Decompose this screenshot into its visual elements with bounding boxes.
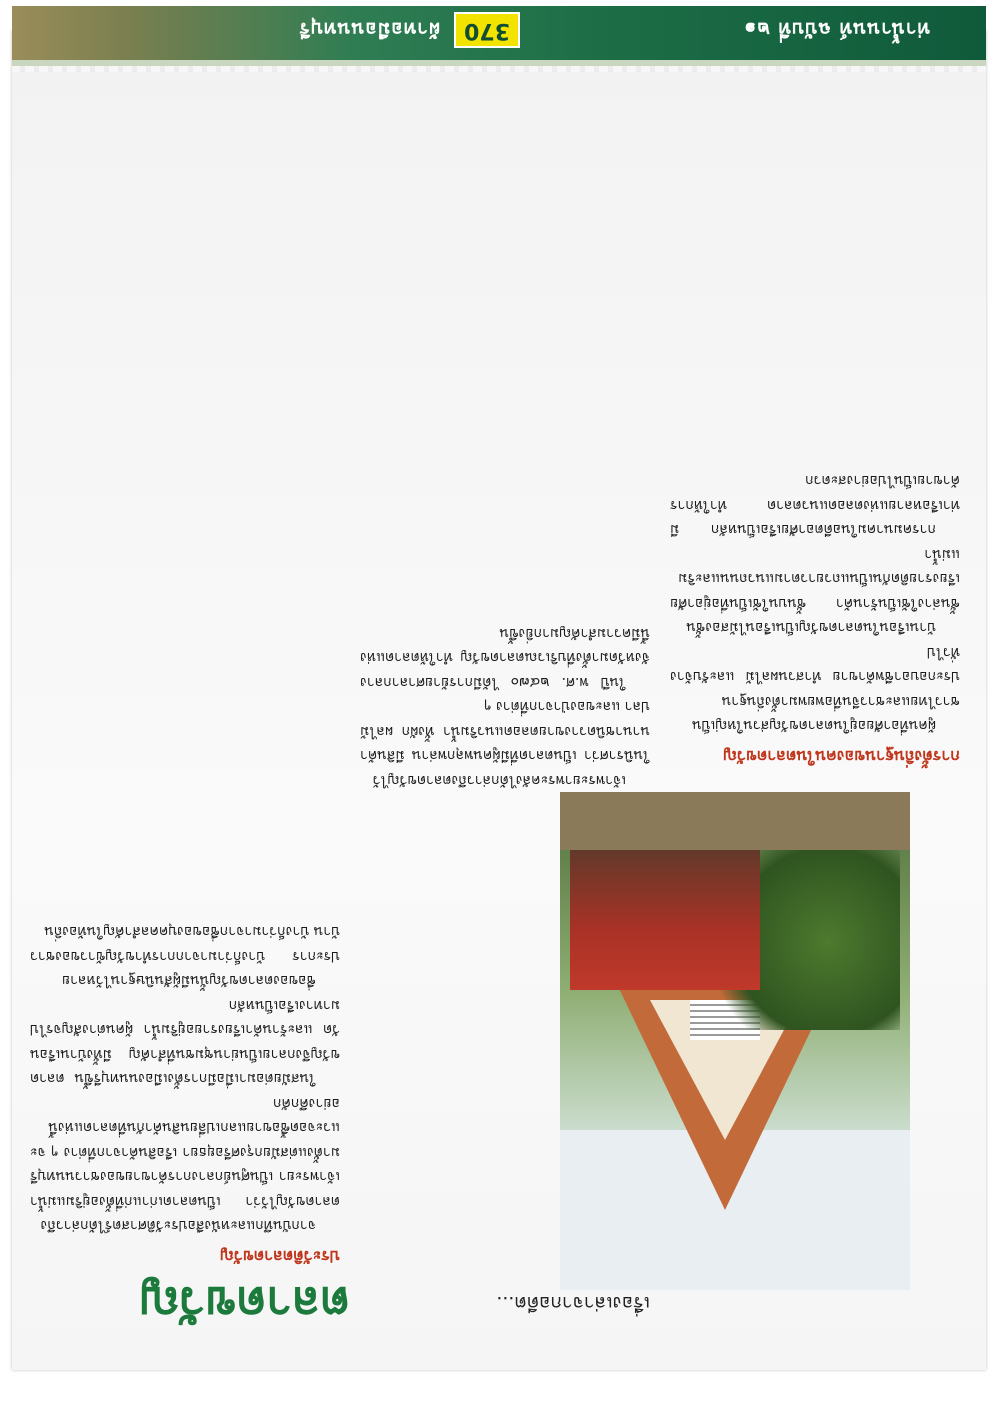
paragraph: บ้านเรือนในตลาดขวัญเป็นเรือนไม้สองชั้น ชั้นล่างใช้เป็นร้านค้า ชั้นบนใช้เป็นที่อยู่อาศัย เรียงรายติดกันเป็นแถวยาวตามแนวถนนและริมแม่น้ำ xyxy=(670,546,960,636)
paragraph: จากบันทึกและหนังสือประวัติศาสตร์ได้กล่าวถึงตลาดขวัญไว้ว่า เป็นตลาดเก่าแก่ที่ตั้งอยู่ริมแม่น้ำเจ้าพระยา เป็นศูนย์กลางการค้าขายของชาวนนทบุรีมาตั้งแต่สมัยกรุงศรีอยุธยา เรือสินค้าจากที่ต่าง ๆ จะแวะจอดซื้อขายแลกเปลี่ยนสินค้ากันที่ตลาดแห่งนี้อย่างคึกคัก xyxy=(30,1095,340,1234)
paragraph: ในปี พ.ศ. ๒๔๗๐ ได้มีการย้ายศาลากลางจังหวัดมาตั้งที่บริเวณตลาดขวัญ ทำให้ตลาดแห่งนี้มีความสำคัญมากยิ่งขึ้น xyxy=(360,625,650,690)
column-middle xyxy=(360,72,650,792)
thai-pavilion-photo xyxy=(560,792,910,1290)
paragraph: การคมนาคมในอดีตอาศัยเรือเป็นหลัก มีท่าเรือหลายแห่งตลอดแนวตลาด ทำให้การค้าขายเป็นไปอย่างสะดวก xyxy=(670,472,960,538)
column-right xyxy=(30,82,340,1272)
section-heading-history: ประวัติตลาดขวัญ xyxy=(220,1247,340,1266)
photo-ground xyxy=(560,792,910,850)
paragraph: ในสมัยต่อมาเมื่อมีการตั้งเมืองนนทบุรีขึ้น ตลาดขวัญจึงกลายเป็นย่านชุมชนที่สำคัญ มีทั้งบ้านเรือน วัด และร้านค้าเรียงรายอยู่ริมน้ำ ผู้คนต่างสัญจรไปมาทางเรือเป็นหลัก xyxy=(30,997,340,1087)
column-left xyxy=(670,72,960,772)
article-subtitle: เรื่องเล่าจากอดีต... xyxy=(496,1292,650,1314)
photo-stall xyxy=(570,840,760,990)
paragraph: ชื่อของตลาดขวัญนั้นมีผู้สันนิษฐานไว้หลายประการ บ้างก็ว่ามาจากการทำขวัญข้าวของชาวบ้าน บ้างก็ว่ามาจากชื่อของบุคคลสำคัญในท้องถิ่น xyxy=(30,923,340,989)
header-band-stripe xyxy=(12,60,986,66)
header-left-text: ท่าน้ำนนท์ ฉบับที่ ๒๑ xyxy=(743,18,930,40)
paragraph: เจ้าพระยาพระคลังได้กล่าวถึงตลาดขวัญไว้ในนิราศว่า เป็นตลาดที่มีผู้คนพลุกพล่าน มีสินค้านานาชนิดวางขายตลอดแนวริมน้ำ ทั้งผัก ผลไม้ ปลา และของป่าจากที่ต่าง ๆ xyxy=(360,698,650,788)
article-title: ตลาดขวัญ xyxy=(139,1277,350,1331)
paragraph: ผู้คนที่อาศัยอยู่ในตลาดขวัญส่วนใหญ่เป็นชาวไทยและชาวจีนที่อพยพมาตั้งถิ่นฐาน ประกอบอาชีพค้าขาย ทำสวนผลไม้ และรับจ้างทั่วไป xyxy=(670,644,960,734)
section-heading-settlement: การตั้งถิ่นฐานของคนในตลาดขวัญ xyxy=(723,747,960,766)
page-number: 370 xyxy=(454,12,520,48)
header-right-text: ผ้าทอมือนนทบุรี xyxy=(298,18,440,40)
